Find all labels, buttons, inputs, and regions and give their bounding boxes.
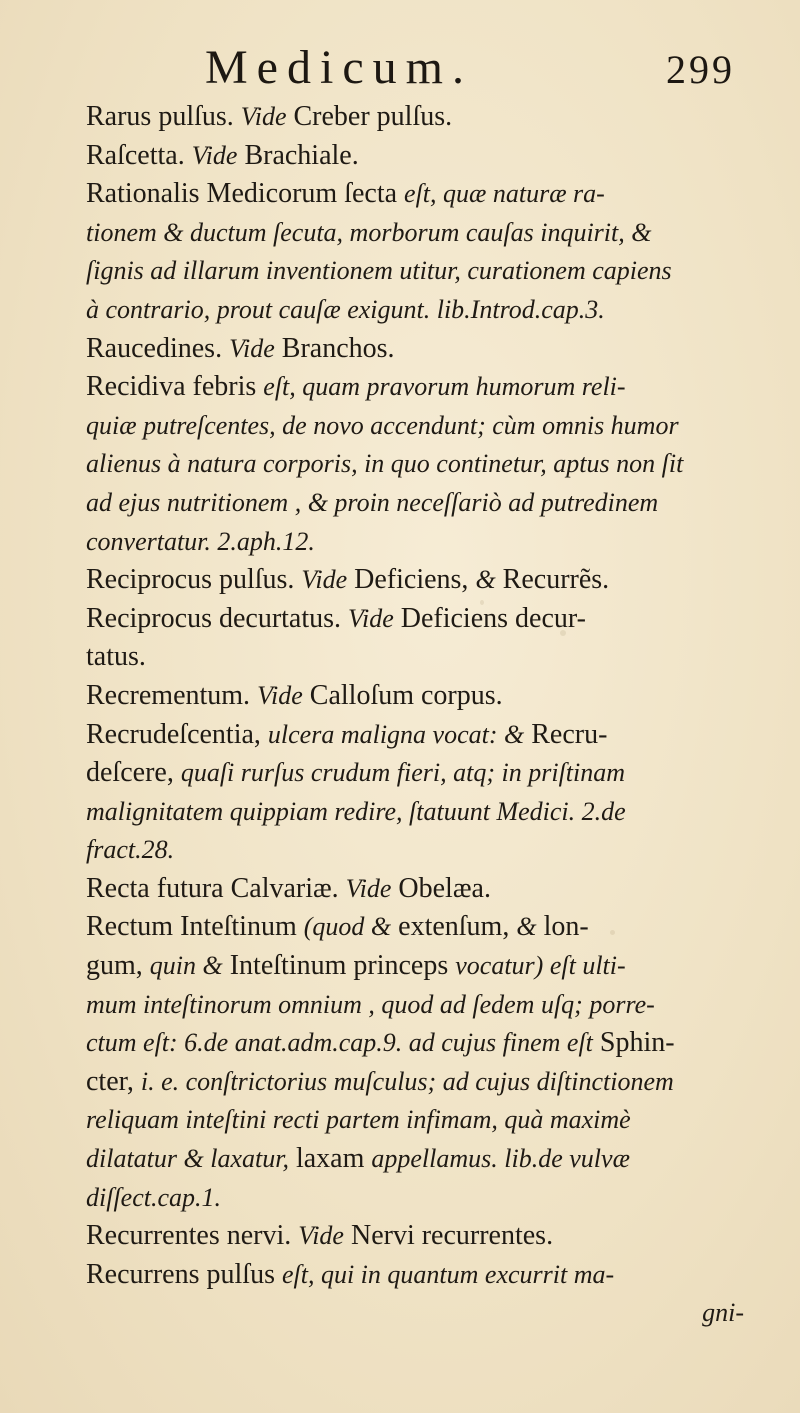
italic-text: ſignis ad illarum inventionem utitur, curationem capiens [86, 256, 672, 286]
text-line [86, 1256, 746, 1295]
roman-text: Recru- [524, 718, 608, 750]
text-line [86, 754, 746, 793]
italic-text: mum inteſtinorum omnium , quod ad ſedem uſq; porre- [86, 989, 655, 1019]
italic-text: Vide [240, 102, 287, 131]
text-line [86, 445, 746, 484]
text-line [86, 214, 746, 253]
italic-text: Vide [345, 873, 392, 903]
roman-text: cter, [86, 1065, 141, 1097]
text-line [86, 600, 746, 639]
text-line [86, 716, 746, 755]
italic-text: vocatur) eſt ulti- [455, 951, 626, 981]
roman-text: Recta futura Calvariæ. [86, 872, 346, 904]
roman-text: Recidiva febris [86, 371, 264, 403]
roman-text: Raucedines. [86, 332, 230, 364]
italic-text: fract.28. [86, 835, 175, 865]
page-header [205, 40, 735, 100]
roman-text: Reciprocus decurtatus. [86, 602, 349, 634]
roman-text: Recurrentes nervi. [86, 1220, 299, 1252]
roman-text: Recrudeſcentia, [86, 718, 268, 750]
text-line [86, 368, 746, 407]
italic-text: i. e. conſtrictorius muſculus; ad cujus diſtinctionem [140, 1066, 674, 1096]
text-line [86, 407, 746, 446]
text-line [86, 1217, 746, 1256]
text-line [86, 523, 746, 562]
roman-text: lon- [536, 911, 589, 943]
roman-text: Calloſum corpus. [302, 679, 503, 711]
text-line [86, 793, 746, 832]
italic-text: quin & [149, 951, 223, 981]
text-line [86, 330, 746, 369]
text-line [86, 291, 746, 330]
text-line [86, 870, 746, 909]
text-line [86, 677, 746, 716]
roman-text: Recurrẽs. [495, 564, 610, 596]
roman-text: Creber pulſus. [286, 101, 453, 132]
roman-text: Raſcetta. [86, 139, 192, 171]
italic-text: Vide [348, 603, 394, 633]
roman-text: Rationalis Medicorum ſecta [86, 178, 405, 210]
italic-text: eſt, qui in quantum excurrit ma- [281, 1259, 615, 1289]
text-line [86, 98, 746, 137]
text-line [86, 1140, 746, 1179]
roman-text: Obelæa. [391, 872, 491, 904]
roman-text: Reciprocus pulſus. [86, 564, 302, 596]
italic-text: diſſect.cap.1. [86, 1182, 222, 1212]
italic-text: malignitatem quippiam redire, ſtatuunt Medici. 2.de [86, 796, 626, 826]
italic-text: convertatur. 2.aph.12. [86, 526, 315, 556]
italic-text: Vide [191, 140, 238, 170]
italic-text: & [475, 565, 496, 595]
italic-text: alienus à natura corporis, in quo continetur, aptus non ſit [86, 449, 684, 479]
italic-text: quiæ putreſcentes, de novo accendunt; cùm omnis humor [86, 410, 679, 440]
italic-text: Vide [257, 680, 303, 710]
roman-text: Nervi recurrentes. [343, 1220, 554, 1252]
roman-text: gum, [86, 950, 150, 982]
italic-text: tionem & ductum ſecuta, morborum cauſas inquirit, & [86, 217, 652, 247]
italic-text: ulcera maligna vocat: & [267, 719, 525, 749]
roman-text: Recrementum. [86, 679, 258, 711]
italic-text: & [516, 912, 537, 942]
text-line [86, 484, 746, 523]
italic-text: dilatatur & laxatur, [86, 1144, 289, 1174]
roman-text: Sphin- [592, 1027, 675, 1059]
roman-text: Brachiale. [237, 139, 359, 171]
text-line [86, 1063, 746, 1102]
text-line [86, 1179, 746, 1218]
italic-text: à contrario, prout cauſæ exigunt. lib.Introd.cap.3. [86, 294, 605, 324]
italic-text: eſt, quam pravorum humorum reli- [263, 372, 626, 402]
roman-text: Branchos. [274, 332, 395, 364]
roman-text: Rectum Inteſtinum [86, 911, 304, 943]
italic-text: gni- [702, 1298, 744, 1328]
roman-text: tatus. [86, 641, 146, 673]
italic-text: ad ejus nutritionem , & proin neceſſariò ad putredinem [86, 487, 659, 517]
text-line [86, 561, 746, 600]
italic-text: ctum eſt: 6.de anat.adm.cap.9. ad cujus finem eſt [86, 1028, 593, 1058]
italic-text: eſt, quæ naturæ ra- [404, 179, 605, 209]
text-line [86, 947, 746, 986]
italic-text: Vide [301, 565, 348, 595]
running-head: Medicum. [205, 41, 473, 94]
text-line [86, 137, 746, 176]
italic-text: Vide [229, 333, 275, 363]
text-line [86, 1024, 746, 1063]
italic-text: reliquam inteſtini recti partem infimam, quà maximè [86, 1105, 631, 1135]
italic-text: Vide [298, 1221, 344, 1251]
italic-text: quaſi rurſus crudum fieri, atq; in priſtinam [180, 758, 626, 788]
dictionary-text [86, 98, 746, 1333]
text-line [86, 638, 746, 677]
italic-text: (quod & [303, 912, 392, 942]
text-line [86, 175, 746, 214]
roman-text: deſcere, [86, 757, 181, 789]
roman-text: Recurrens pulſus [86, 1258, 282, 1290]
text-line [86, 1101, 746, 1140]
text-line [86, 986, 746, 1025]
roman-text: Deficiens decur- [393, 602, 586, 634]
italic-text: appellamus. lib.de vulvæ [371, 1144, 630, 1174]
page-number: 299 [666, 47, 735, 92]
roman-text: Rarus pulſus. [86, 101, 241, 132]
text-line [86, 252, 746, 291]
text-line [86, 908, 746, 947]
text-line [86, 831, 746, 870]
roman-text: extenſum, [391, 911, 517, 943]
text-line [86, 1294, 746, 1333]
roman-text: Inteſtinum princeps [222, 950, 456, 982]
roman-text: Deficiens, [347, 564, 476, 596]
roman-text: laxam [288, 1143, 372, 1175]
